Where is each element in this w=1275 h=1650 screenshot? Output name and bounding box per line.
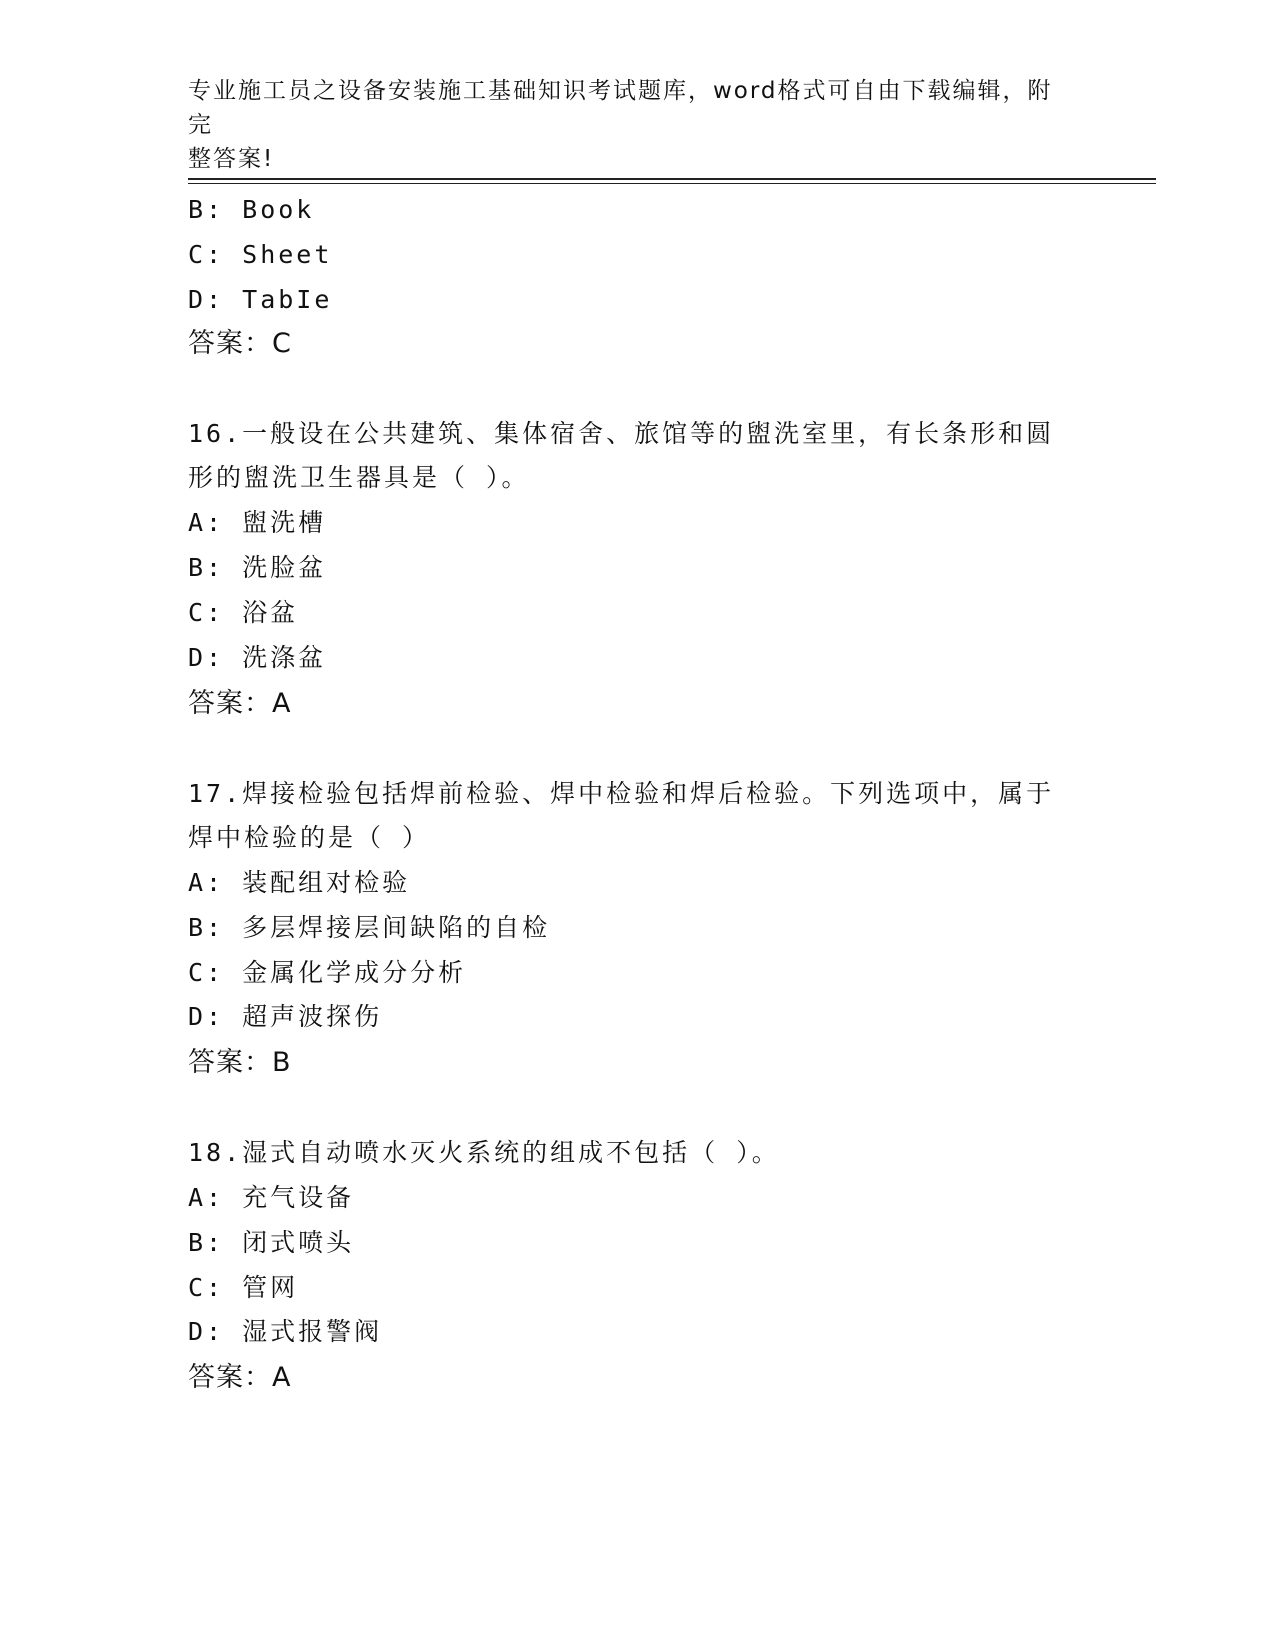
- question-16-option-c: C: 浴盆: [188, 598, 299, 627]
- question-16-stem-line-1: 16.一般设在公共建筑、集体宿舍、旅馆等的盥洗室里，有长条形和圆: [188, 419, 1055, 448]
- answer-line: 答案：C: [188, 328, 292, 359]
- question-17-option-d: D: 超声波探伤: [188, 1002, 383, 1031]
- header-divider-thin: [188, 183, 1156, 184]
- header-line-1: 专业施工员之设备安装施工基础知识考试题库，word格式可自由下载编辑，附完: [188, 78, 1053, 138]
- question-16-option-b: B: 洗脸盆: [188, 553, 327, 582]
- question-16-option-d: D: 洗涤盆: [188, 643, 327, 672]
- question-16-answer: 答案：A: [188, 688, 292, 719]
- question-18-stem-line-1: 18.湿式自动喷水灭火系统的组成不包括（ ）。: [188, 1138, 780, 1167]
- question-18-answer: 答案：A: [188, 1362, 292, 1393]
- question-18-option-c: C: 管网: [188, 1273, 299, 1302]
- option-b: B: Book: [188, 195, 315, 224]
- question-17-answer: 答案：B: [188, 1047, 292, 1078]
- question-17-option-b: B: 多层焊接层间缺陷的自检: [188, 913, 551, 942]
- question-16-stem-line-2: 形的盥洗卫生器具是（ ）。: [188, 463, 530, 492]
- option-d: D: TabIe: [188, 285, 333, 314]
- header-line-2: 整答案!: [188, 146, 275, 172]
- question-18-option-d: D: 湿式报警阀: [188, 1317, 383, 1346]
- question-17-stem-line-1: 17.焊接检验包括焊前检验、焊中检验和焊后检验。下列选项中，属于: [188, 779, 1055, 808]
- question-16-option-a: A: 盥洗槽: [188, 508, 327, 537]
- header-divider-thick: [188, 178, 1156, 180]
- question-17-option-c: C: 金属化学成分分析: [188, 958, 467, 987]
- option-c: C: Sheet: [188, 240, 333, 269]
- question-17-option-a: A: 装配组对检验: [188, 868, 411, 897]
- document-header: [188, 74, 1068, 176]
- question-17-stem-line-2: 焊中检验的是（ ）: [188, 823, 431, 852]
- question-18-option-a: A: 充气设备: [188, 1183, 355, 1212]
- question-18-option-b: B: 闭式喷头: [188, 1228, 355, 1257]
